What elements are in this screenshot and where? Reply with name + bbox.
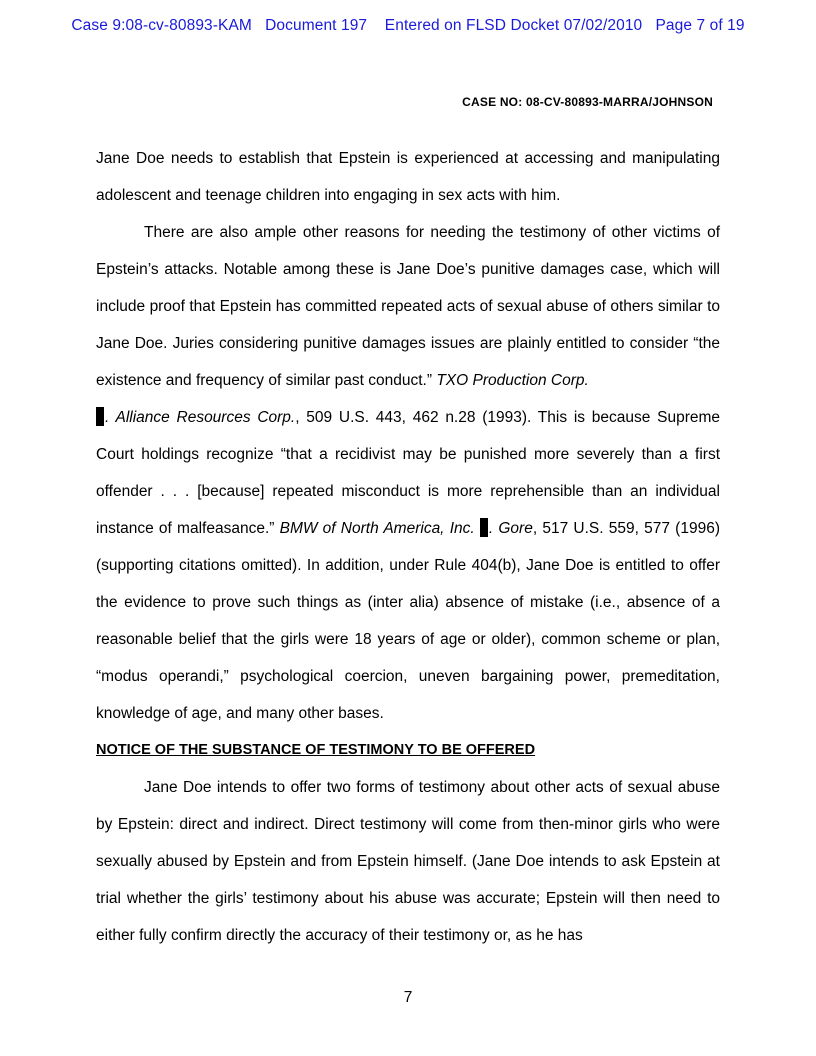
citation-bmw: BMW of North America, Inc.: [279, 520, 475, 537]
paragraph-text: , 517 U.S. 559, 577 (1996) (supporting citations omitted). In addition, under Rule 404(b), Jane Doe is entitled to offer the evidence to prove such things as (inter alia) absence of mistake (i.e., absence of a reasonable belief that the girls were 18 years of age or older), common scheme or plan, “modus operandi,” psychological coercion, uneven bargaining power, premeditation, knowledge of age, and many other bases.: [96, 520, 720, 722]
paragraph-text: , 509 U.S. 443, 462 n.28 (1993). This is because Supreme Court holdings recognize “that a recidivist may be punished more severely than a first offender . . . [because] repeated misconduct is more reprehensible than an individual instance of malfeasance.”: [96, 409, 721, 537]
docket-stamp: Case 9:08-cv-80893-KAM Document 197 Entered on FLSD Docket 07/02/2010 Page 7 of 19: [71, 17, 745, 34]
redaction-mark: [96, 407, 104, 426]
paragraph-punitive-damages: [96, 214, 720, 732]
redaction-mark: [480, 518, 488, 537]
citation-txo: TXO Production Corp.: [436, 372, 589, 389]
paragraph-notice: Jane Doe intends to offer two forms of testimony about other acts of sexual abuse by Epstein: direct and indirect. Direct testimony will come from then-minor girls who were sexually abused by Epstein and from Epstein himself. (Jane Doe intends to ask Epstein at trial whether the girls’ testimony about his abuse was accurate; Epstein will then need to either fully confirm directly the accuracy of their testimony or, as he has: [96, 779, 720, 944]
section-heading: NOTICE OF THE SUBSTANCE OF TESTIMONY TO BE OFFERED: [96, 742, 536, 758]
citation-alliance: . Alliance Resources Corp.: [105, 409, 296, 426]
page-number: 7: [403, 989, 413, 1006]
paragraph-text: There are also ample other reasons for needing the testimony of other victims of Epstein’s attacks. Notable among these is Jane Doe’s punitive damages case, which will include proof that Epstein has committed repeated acts of sexual abuse of others similar to Jane Doe. Juries considering punitive damages issues are plainly entitled to consider “the existence and frequency of similar past conduct.”: [96, 224, 720, 389]
document-body: [96, 140, 720, 954]
citation-gore: . Gore: [488, 520, 533, 537]
paragraph-continuation: Jane Doe needs to establish that Epstein is experienced at accessing and manipulating adolescent and teenage children into engaging in sex acts with him.: [96, 150, 720, 204]
case-number: CASE NO: 08-CV-80893-MARRA/JOHNSON: [462, 95, 713, 109]
